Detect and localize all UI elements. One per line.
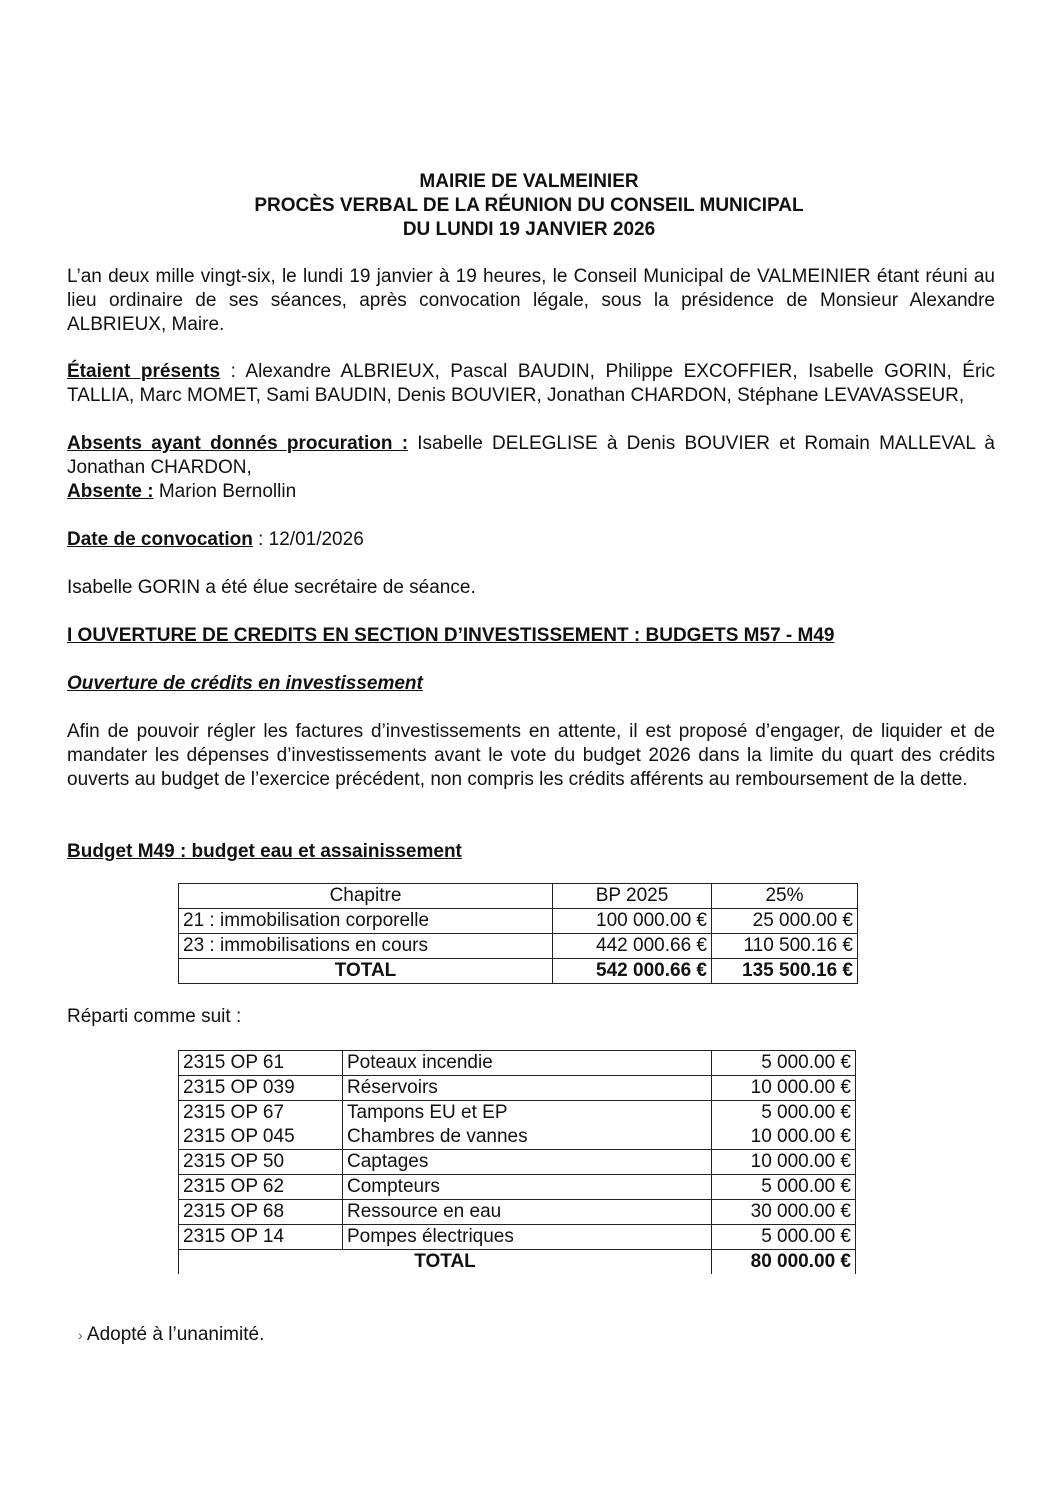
- table-header-row: [179, 884, 858, 909]
- header-mairie: MAIRIE DE VALMEINIER: [419, 171, 639, 192]
- table-row: [179, 1225, 856, 1250]
- attendance-proxy: [67, 432, 995, 480]
- cell-code: 2315 OP 67: [179, 1101, 343, 1126]
- budget-title: Budget M49 : budget eau et assainissement: [67, 841, 462, 862]
- cell-code: 2315 OP 045: [179, 1125, 343, 1150]
- table-row: [179, 909, 858, 934]
- table-row: [179, 1150, 856, 1175]
- present-text: : Alexandre ALBRIEUX, Pascal BAUDIN, Philippe EXCOFFIER, Isabelle GORIN, Éric TALLIA, Marc MOMET, Sami BAUDIN, Denis BOUVIER, Jonathan CHARDON, Stéphane LEVAVASSEUR,: [67, 361, 995, 406]
- section-body: Afin de pouvoir régler les factures d’investissements en attente, il est proposé d’engager, de liquider et de mandater les dépenses d’investissements avant le vote du budget 2026 dans la limite du quart des crédits ouverts au budget de l’exercice précédent, non compris les crédits afférents au remboursement de la dette.: [67, 721, 995, 790]
- proxy-text: Isabelle DELEGLISE à Denis BOUVIER et Romain MALLEVAL à Jonathan CHARDON,: [67, 433, 995, 478]
- present-label: Étaient présents: [67, 361, 221, 382]
- section-title: I OUVERTURE DE CREDITS EN SECTION D’INVESTISSEMENT : BUDGETS M57 - M49: [67, 625, 835, 646]
- cell-pct: 110 500.16 €: [712, 934, 858, 959]
- cell-label: Compteurs: [343, 1175, 712, 1200]
- cell-label: Pompes électriques: [343, 1225, 712, 1250]
- cell-label: Poteaux incendie: [343, 1051, 712, 1076]
- cell-amount: 5 000.00 €: [712, 1225, 856, 1250]
- total-label: TOTAL: [179, 1250, 712, 1275]
- total-value: 80 000.00 €: [712, 1250, 856, 1275]
- cell-label: Tampons EU et EP: [343, 1101, 712, 1126]
- convocation-label: Date de convocation: [67, 529, 253, 550]
- cell-code: 2315 OP 62: [179, 1175, 343, 1200]
- total-label: TOTAL: [179, 959, 553, 984]
- cell-label: Réservoirs: [343, 1076, 712, 1101]
- total-bp: 542 000.66 €: [553, 959, 712, 984]
- attendance-present: [67, 360, 995, 408]
- table-row: [179, 1076, 856, 1101]
- table-row: [179, 1175, 856, 1200]
- cell-code: 2315 OP 61: [179, 1051, 343, 1076]
- adopted-text: Adopté à l’unanimité.: [86, 1324, 265, 1345]
- cell-amount: 30 000.00 €: [712, 1200, 856, 1225]
- adopted-line: [78, 1323, 1006, 1347]
- attendance-absent: [67, 480, 995, 504]
- budget-table: [178, 883, 858, 984]
- table-row: [179, 1051, 856, 1076]
- proxy-label: Absents ayant donnés procuration :: [67, 433, 409, 454]
- header-date: DU LUNDI 19 JANVIER 2026: [402, 219, 656, 240]
- split-label: Réparti comme suit :: [67, 1006, 242, 1027]
- table-total-row: [179, 959, 858, 984]
- cell-code: 2315 OP 50: [179, 1150, 343, 1175]
- table-row: [179, 1101, 856, 1126]
- cell-pct: 25 000.00 €: [712, 909, 858, 934]
- cell-label: Chambres de vannes: [343, 1125, 712, 1150]
- convocation-date: [67, 528, 995, 552]
- table-row: [179, 1125, 856, 1150]
- intro-paragraph: L’an deux mille vingt-six, le lundi 19 janvier à 19 heures, le Conseil Municipal de VALMEINIER étant réuni au lieu ordinaire de ses séances, après convocation légale, sous la présidence de Monsieur Alexandre ALBRIEUX, Maire.: [67, 266, 995, 335]
- col-bp2025: BP 2025: [553, 884, 712, 909]
- cell-code: 2315 OP 68: [179, 1200, 343, 1225]
- cell-code: 2315 OP 14: [179, 1225, 343, 1250]
- cell-bp: 100 000.00 €: [553, 909, 712, 934]
- cell-amount: 10 000.00 €: [712, 1076, 856, 1101]
- cell-amount: 5 000.00 €: [712, 1175, 856, 1200]
- cell-label: Ressource en eau: [343, 1200, 712, 1225]
- cell-amount: 5 000.00 €: [712, 1051, 856, 1076]
- cell-amount: 5 000.00 €: [712, 1101, 856, 1126]
- allocation-table: [178, 1050, 856, 1274]
- cell-chapitre: 23 : immobilisations en cours: [179, 934, 553, 959]
- table-row: [179, 934, 858, 959]
- table-total-row: [179, 1250, 856, 1275]
- convocation-value: : 12/01/2026: [252, 529, 364, 550]
- section-subtitle: Ouverture de crédits en investissement: [67, 673, 423, 694]
- cell-bp: 442 000.66 €: [553, 934, 712, 959]
- arrow-bullet-icon: ›: [78, 1327, 83, 1343]
- cell-chapitre: 21 : immobilisation corporelle: [179, 909, 553, 934]
- cell-amount: 10 000.00 €: [712, 1150, 856, 1175]
- absent-label: Absente :: [67, 481, 154, 502]
- cell-label: Captages: [343, 1150, 712, 1175]
- absent-text: Marion Bernollin: [153, 481, 297, 502]
- total-pct: 135 500.16 €: [712, 959, 858, 984]
- col-25pct: 25%: [712, 884, 858, 909]
- secretary-line: Isabelle GORIN a été élue secrétaire de séance.: [67, 577, 476, 598]
- header-pv: PROCÈS VERBAL DE LA RÉUNION DU CONSEIL MUNICIPAL: [254, 195, 804, 216]
- cell-amount: 10 000.00 €: [712, 1125, 856, 1150]
- cell-code: 2315 OP 039: [179, 1076, 343, 1101]
- col-chapitre: Chapitre: [179, 884, 553, 909]
- table-row: [179, 1200, 856, 1225]
